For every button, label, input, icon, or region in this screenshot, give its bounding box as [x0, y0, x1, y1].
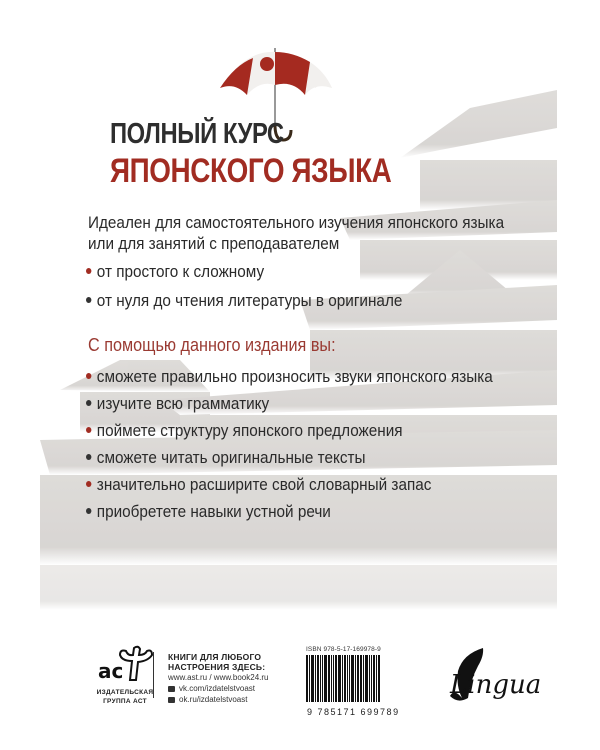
books-heading-line-2: НАСТРОЕНИЯ ЗДЕСЬ:	[168, 662, 266, 672]
bullet-icon	[86, 508, 91, 514]
barcode-icon	[306, 655, 406, 702]
list-item: сможете правильно произносить звуки японского языка	[86, 363, 493, 390]
bullet-icon	[86, 268, 91, 274]
intro-line-1: Идеален для самостоятельного изучения японского языка	[88, 213, 505, 232]
vk-icon	[168, 686, 175, 692]
intro-line-2: или для занятий с преподавателем	[88, 234, 340, 253]
bullet-icon	[86, 454, 91, 460]
list-item: приобретете навыки устной речи	[86, 498, 493, 525]
benefits-list	[86, 363, 493, 525]
bullet-icon	[86, 373, 91, 379]
bullet-icon	[86, 427, 91, 433]
lingua-imprint: Lingua	[450, 670, 542, 700]
bullet-icon	[86, 297, 91, 303]
books-info	[168, 652, 268, 705]
title-line-2: ЯПОНСКОГО ЯЗЫКА	[110, 152, 392, 190]
list-item: изучите всю грамматику	[86, 390, 493, 417]
ast-publisher-logo	[90, 645, 160, 706]
bullet-icon	[86, 400, 91, 406]
features-list	[86, 258, 402, 316]
bullet-icon	[86, 481, 91, 487]
barcode-number: 9 785171 699789	[307, 707, 400, 717]
ok-link[interactable]: ok.ru/izdatelstvoast	[179, 695, 248, 704]
vk-link[interactable]: vk.com/izdatelstvoast	[179, 684, 256, 693]
isbn-barcode-block	[306, 646, 406, 720]
list-item: от простого к сложному	[86, 258, 402, 287]
list-item: сможете читать оригинальные тексты	[86, 444, 493, 471]
list-item: от нуля до чтения литературы в оригинале	[86, 287, 402, 316]
intro-text	[88, 212, 504, 254]
publisher-caption-line-1: ИЗДАТЕЛЬСКАЯ	[96, 689, 154, 696]
websites-link[interactable]: www.ast.ru / www.book24.ru	[168, 673, 269, 682]
benefits-heading: С помощью данного издания вы:	[88, 335, 336, 355]
isbn-text: ISBN 978-5-17-169978-9	[306, 646, 381, 653]
ast-logo-icon	[90, 645, 160, 683]
list-item: значительно расширите свой словарный запас	[86, 471, 493, 498]
publisher-caption-line-2: ГРУППА АСТ	[103, 698, 147, 705]
title-line-1: ПОЛНЫЙ КУРС	[110, 118, 284, 150]
books-heading-line-1: КНИГИ ДЛЯ ЛЮБОГО	[168, 652, 262, 662]
svg-text:ac: ac	[98, 659, 124, 683]
footer-divider	[153, 652, 154, 698]
ok-icon	[168, 697, 175, 703]
list-item: поймете структуру японского предложения	[86, 417, 493, 444]
